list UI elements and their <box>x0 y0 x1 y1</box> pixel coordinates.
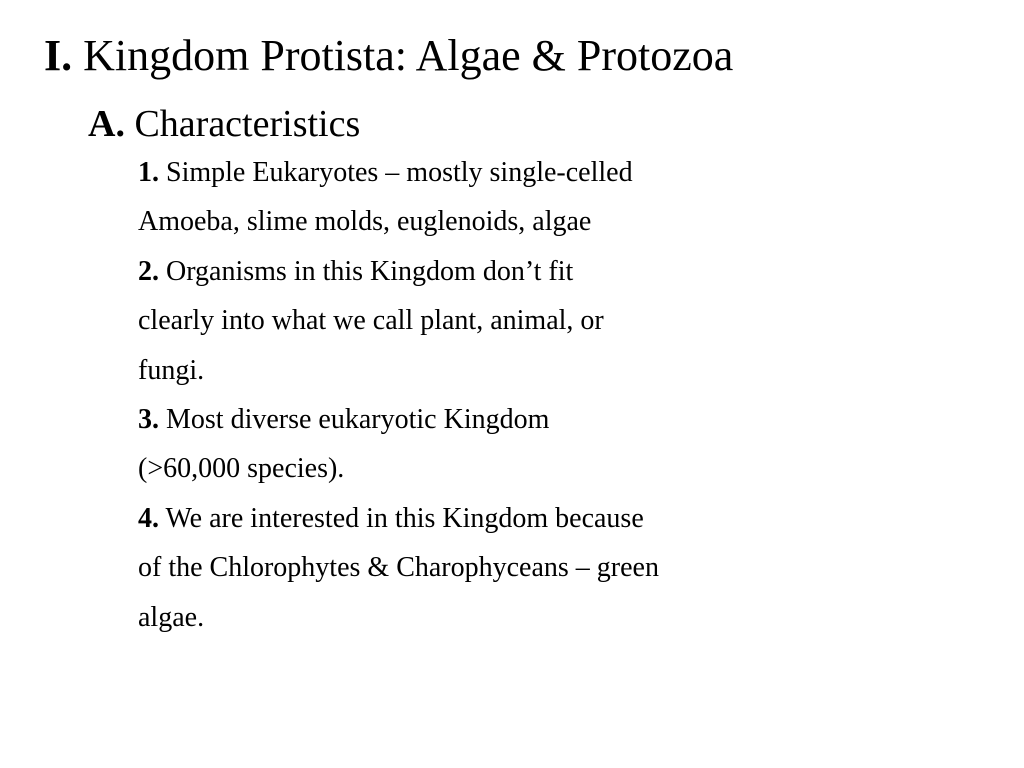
title-text: Kingdom Protista: Algae & Protozoa <box>83 31 734 80</box>
point-text: We are interested in this Kingdom because <box>165 502 644 534</box>
section-text: Characteristics <box>134 103 361 145</box>
list-item-line: Amoeba, slime molds, euglenoids, algae <box>138 206 592 238</box>
list-item-line: fungi. <box>138 354 205 386</box>
section-heading <box>88 96 360 152</box>
point-number: 1. <box>138 157 159 188</box>
point-text: Simple Eukaryotes – mostly single-celled <box>166 157 633 188</box>
section-number: A. <box>88 103 125 145</box>
title-number: I. <box>44 31 73 80</box>
list-item-line <box>138 247 998 296</box>
slide-title <box>44 26 733 86</box>
characteristics-list <box>138 148 998 642</box>
point-number: 4. <box>138 502 159 534</box>
point-text: Most diverse eukaryotic Kingdom <box>166 403 550 435</box>
list-item-line: (>60,000 species). <box>138 453 345 485</box>
list-item-line: clearly into what we call plant, animal, or <box>138 305 604 337</box>
point-number: 2. <box>138 255 159 287</box>
list-item-line <box>138 395 998 444</box>
point-text: Organisms in this Kingdom don’t fit <box>166 255 574 287</box>
list-item-line <box>138 494 998 543</box>
list-item-line: algae. <box>138 601 205 633</box>
list-item-line: of the Chlorophytes & Charophyceans – green <box>138 552 659 584</box>
point-number: 3. <box>138 403 159 435</box>
list-item-line <box>138 148 998 197</box>
